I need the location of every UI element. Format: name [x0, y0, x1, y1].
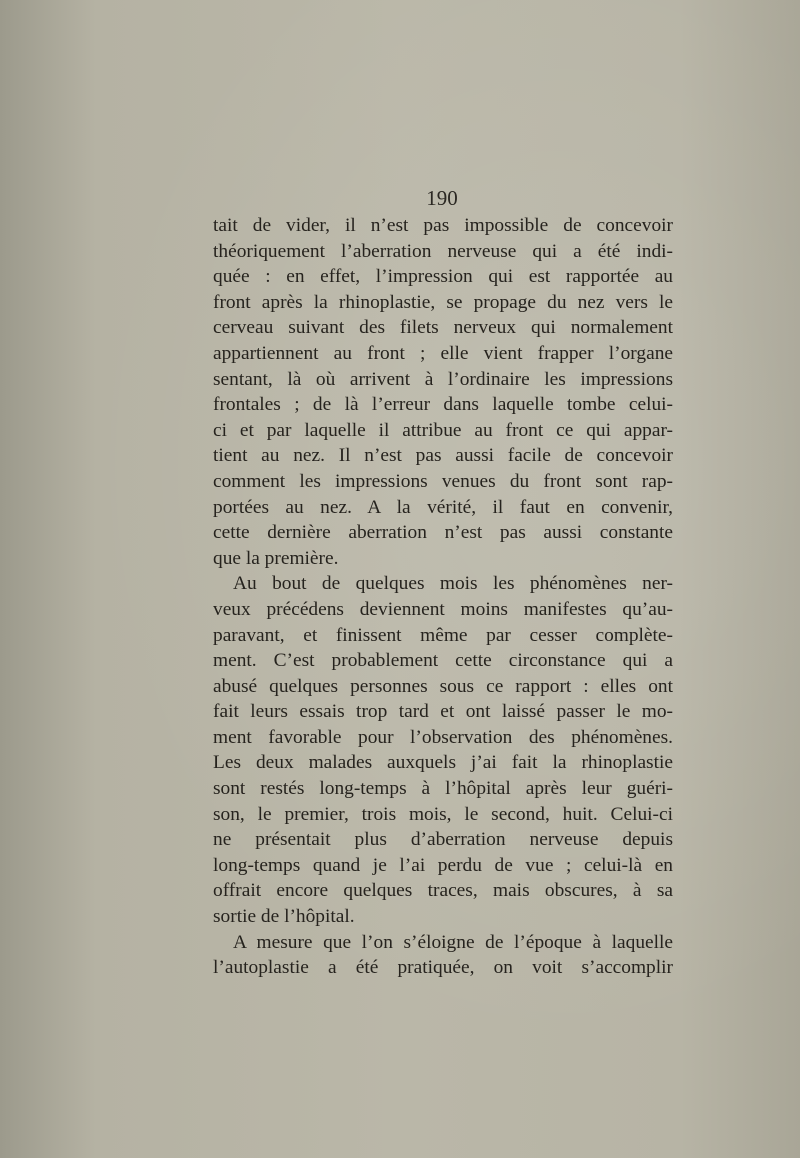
text-line: portées au nez. A la vérité, il faut en convenir, — [213, 496, 673, 518]
text-line: sentant, là où arrivent à l’ordinaire les impressions — [213, 368, 673, 390]
text-line: théoriquement l’aberration nerveuse qui a été indi- — [213, 240, 673, 262]
text-line: abusé quelques personnes sous ce rapport : elles ont — [213, 675, 673, 697]
text-line: ci et par laquelle il attribue au front ce qui appar- — [213, 419, 673, 441]
text-line: comment les impressions venues du front sont rap- — [213, 470, 673, 492]
text-line: offrait encore quelques traces, mais obscures, à sa — [213, 880, 673, 902]
text-line: long-temps quand je l’ai perdu de vue ; celui-là en — [213, 854, 673, 876]
text-line: tient au nez. Il n’est pas aussi facile de concevoir — [213, 445, 673, 467]
text-line: frontales ; de là l’erreur dans laquelle tombe celui- — [213, 394, 673, 416]
text-line: que la première. — [213, 547, 339, 569]
text-line: front après la rhinoplastie, se propage du nez vers le — [213, 291, 673, 313]
text-line: ment. C’est probablement cette circonstance qui a — [213, 650, 673, 672]
text-line: tait de vider, il n’est pas impossible de concevoir — [213, 215, 673, 236]
text-line: son, le premier, trois mois, le second, huit. Celui-ci — [213, 803, 673, 825]
text-line: veux précédens deviennent moins manifestes qu’au- — [213, 598, 673, 620]
text-line: appartiennent au front ; elle vient frapper l’organe — [213, 342, 673, 364]
text-line: sont restés long-temps à l’hôpital après leur guéri- — [213, 778, 673, 800]
text-line: Au bout de quelques mois les phénomènes ner- — [233, 573, 673, 595]
text-line: Les deux malades auxquels j’ai fait la rhinoplastie — [213, 752, 673, 774]
text-line: sortie de l’hôpital. — [213, 906, 355, 928]
text-line: A mesure que l’on s’éloigne de l’époque à laquelle — [233, 931, 673, 953]
text-line: l’autoplastie a été pratiquée, on voit s’accomplir — [213, 957, 673, 979]
body-text — [213, 213, 673, 981]
text-line: cerveau suivant des filets nerveux qui normalement — [213, 317, 673, 339]
text-line: ne présentait plus d’aberration nerveuse depuis — [213, 829, 673, 851]
page-number: 190 — [426, 186, 458, 210]
text-line: quée : en effet, l’impression qui est rapportée au — [213, 266, 673, 288]
text-line: ment favorable pour l’observation des phénomènes. — [213, 726, 673, 748]
text-line: fait leurs essais trop tard et ont laissé passer le mo- — [213, 701, 673, 723]
text-line: paravant, et finissent même par cesser complète- — [213, 624, 673, 646]
text-line: cette dernière aberration n’est pas aussi constante — [213, 522, 673, 544]
